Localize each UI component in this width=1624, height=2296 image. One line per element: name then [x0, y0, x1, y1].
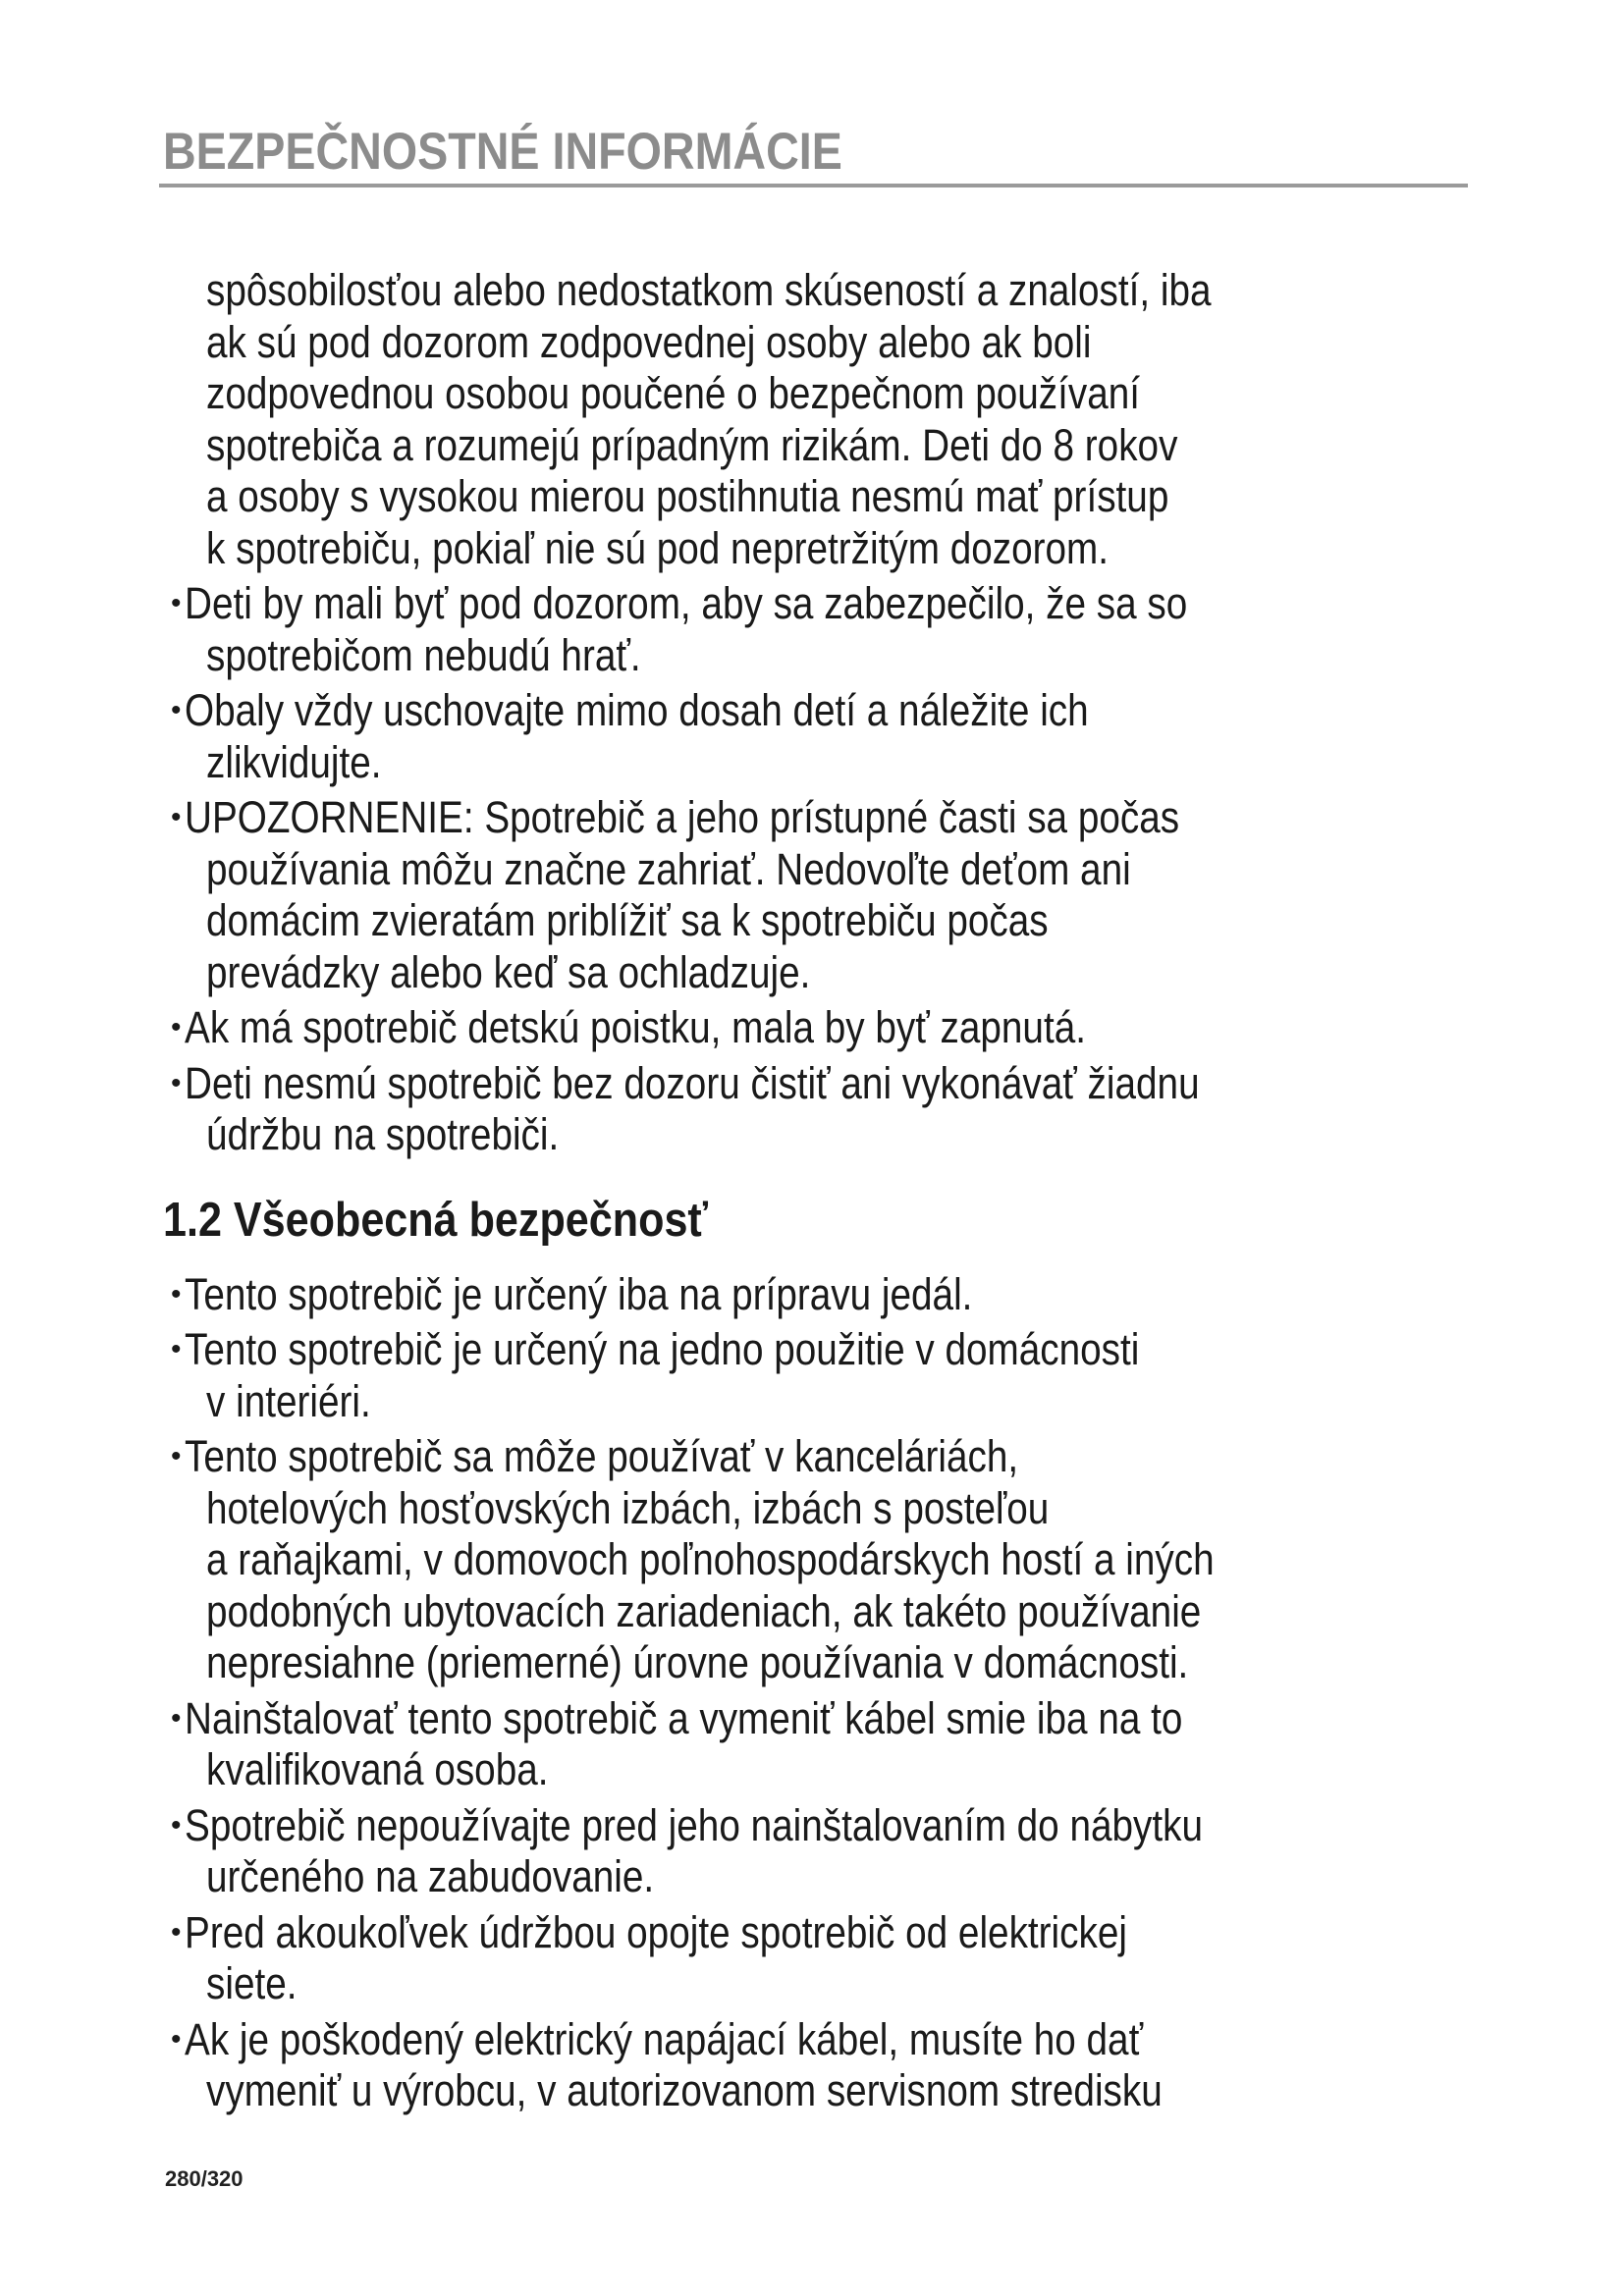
bullet-icon: •	[171, 1011, 182, 1043]
bullet-icon: •	[171, 1066, 182, 1099]
bullet-icon: •	[171, 1808, 182, 1842]
bullet-icon: •	[171, 1915, 182, 1949]
text-row	[0, 2014, 1624, 2066]
document-body	[0, 265, 1624, 2121]
bullet-item	[0, 1269, 1624, 1321]
text-row	[0, 265, 1624, 317]
text-line: zlikvidujte.	[206, 736, 382, 787]
text-line: prevádzky alebo keď sa ochladzuje.	[206, 946, 811, 997]
text-row	[0, 1002, 1624, 1054]
text-row	[0, 471, 1624, 523]
text-line: podobných ubytovacích zariadeniach, ak takéto používanie	[206, 1585, 1202, 1636]
text-line: zodpovednou osobou poučené o bezpečnom používaní	[206, 368, 1141, 418]
text-line: UPOZORNENIE: Spotrebič a jeho prístupné časti sa počas	[185, 792, 1180, 842]
bullet-icon: •	[171, 2022, 182, 2056]
text-line: Tento spotrebič je určený iba na prípravu jedál.	[185, 1268, 973, 1319]
text-row	[0, 895, 1624, 947]
text-line: a raňajkami, v domovoch poľnohospodárskych hostí a iných	[206, 1534, 1215, 1584]
paragraph	[0, 265, 1624, 574]
text-row	[0, 1431, 1624, 1483]
text-line: a osoby s vysokou mierou postihnutia nesmú mať prístup	[206, 471, 1169, 521]
text-line: Obaly vždy uschovajte mimo dosah detí a náležite ich	[185, 685, 1089, 735]
bullet-icon: •	[171, 1440, 182, 1472]
text-line: siete.	[206, 1958, 298, 2008]
text-row	[0, 1800, 1624, 1852]
bullet-item	[0, 1431, 1624, 1689]
bullet-item	[0, 1058, 1624, 1161]
text-line: k spotrebiču, pokiaľ nie sú pod nepretržitým dozorom.	[206, 522, 1110, 573]
text-line: Ak má spotrebič detskú poistku, mala by byť zapnutá.	[185, 1002, 1086, 1052]
text-line: spotrebiča a rozumejú prípadným rizikám. Deti do 8 rokov	[206, 419, 1178, 470]
bullet-item	[0, 792, 1624, 998]
text-row	[0, 368, 1624, 420]
text-row	[0, 1058, 1624, 1110]
text-row	[0, 2065, 1624, 2117]
bullet-icon: •	[171, 694, 182, 726]
bullet-item	[0, 2014, 1624, 2117]
text-line: spôsobilosťou alebo nedostatkom skúseností a znalostí, iba	[206, 265, 1212, 315]
bullet-icon: •	[171, 587, 182, 619]
text-row	[0, 1483, 1624, 1535]
section-heading-row	[0, 1191, 1624, 1250]
text-line: Tento spotrebič je určený na jedno použitie v domácnosti	[185, 1324, 1140, 1374]
bullet-item	[0, 578, 1624, 681]
text-line: hotelových hosťovských izbách, izbách s posteľou	[206, 1482, 1050, 1533]
bullet-item	[0, 1907, 1624, 2010]
text-line: údržbu na spotrebiči.	[206, 1109, 560, 1159]
text-row	[0, 792, 1624, 844]
text-row	[0, 1637, 1624, 1689]
text-line: Deti nesmú spotrebič bez dozoru čistiť ani vykonávať žiadnu	[185, 1057, 1200, 1108]
bullet-item	[0, 1002, 1624, 1054]
bullet-icon: •	[171, 1701, 182, 1735]
text-line: Pred akoukoľvek údržbou opojte spotrebič od elektrickej	[185, 1906, 1127, 1957]
text-line: Deti by mali byť pod dozorom, aby sa zabezpečilo, že sa so	[185, 578, 1188, 628]
text-row	[0, 1376, 1624, 1428]
text-line: Spotrebič nepoužívajte pred jeho nainštalovaním do nábytku	[185, 1799, 1203, 1850]
text-line: Nainštalovať tento spotrebič a vymeniť kábel smie iba na to	[185, 1692, 1183, 1743]
text-row	[0, 844, 1624, 896]
text-row	[0, 420, 1624, 472]
text-row	[0, 1586, 1624, 1638]
text-line: Ak je poškodený elektrický napájací kábel, musíte ho dať	[185, 2013, 1144, 2064]
text-line: kvalifikovaná osoba.	[206, 1744, 549, 1794]
text-line: ak sú pod dozorom zodpovednej osoby alebo ak boli	[206, 316, 1092, 367]
text-row	[0, 1269, 1624, 1321]
text-row	[0, 1744, 1624, 1796]
text-line: Tento spotrebič sa môže používať v kanceláriách,	[185, 1431, 1019, 1481]
bullet-item	[0, 685, 1624, 788]
bullet-icon: •	[171, 1333, 182, 1365]
text-line: spotrebičom nebudú hrať.	[206, 629, 641, 680]
text-row	[0, 1851, 1624, 1903]
text-line: určeného na zabudovanie.	[206, 1851, 655, 1901]
text-row	[0, 630, 1624, 682]
text-row	[0, 317, 1624, 369]
text-row	[0, 1109, 1624, 1161]
text-row	[0, 1958, 1624, 2010]
text-row	[0, 1907, 1624, 1959]
text-line: vymeniť u výrobcu, v autorizovanom servisnom stredisku	[206, 2065, 1163, 2115]
text-row	[0, 685, 1624, 737]
text-row	[0, 578, 1624, 630]
text-row	[0, 1693, 1624, 1745]
section-heading: 1.2 Všeobecná bezpečnosť	[163, 1193, 709, 1247]
text-line: v interiéri.	[206, 1375, 371, 1426]
text-line: používania môžu značne zahriať. Nedovoľte deťom ani	[206, 843, 1131, 894]
bullet-item	[0, 1800, 1624, 1903]
text-row	[0, 947, 1624, 999]
text-row	[0, 737, 1624, 789]
text-line: domácim zvieratám priblížiť sa k spotrebiču počas	[206, 895, 1049, 945]
page-header-title: BEZPEČNOSTNÉ INFORMÁCIE	[163, 123, 842, 181]
bullet-item	[0, 1324, 1624, 1427]
bullet-icon: •	[171, 1277, 182, 1310]
text-row	[0, 1324, 1624, 1376]
text-row	[0, 523, 1624, 575]
text-row	[0, 1534, 1624, 1586]
text-line: nepresiahne (priemerné) úrovne používania v domácnosti.	[206, 1637, 1189, 1687]
bullet-icon: •	[171, 801, 182, 833]
header-divider	[159, 184, 1468, 187]
page-number: 280/320	[165, 2166, 244, 2191]
bullet-item	[0, 1693, 1624, 1796]
